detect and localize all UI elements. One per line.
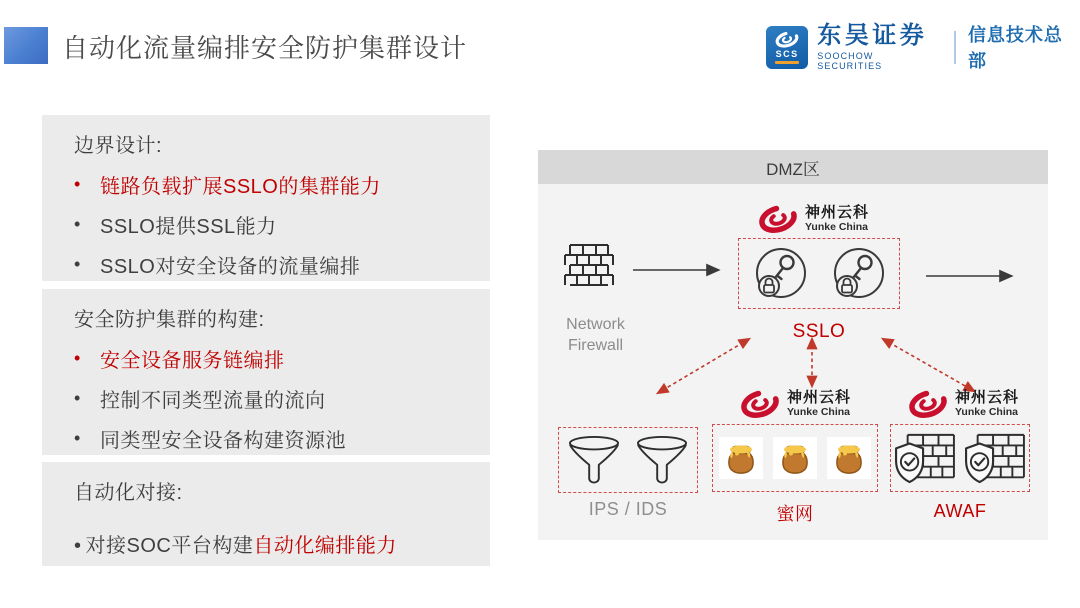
- yunke-name-cn: 神州云科: [787, 389, 852, 406]
- arrow-sslo-out: [924, 269, 1020, 283]
- ssl-key-icon: [830, 246, 886, 302]
- firewall-icon: [563, 240, 615, 292]
- dmz-zone-label: DMZ区: [766, 159, 820, 179]
- panel-border-design: [42, 115, 490, 281]
- honeypot-icon: [723, 440, 759, 476]
- brand-block: [766, 21, 1080, 73]
- yunke-name-en: Yunke China: [787, 406, 851, 418]
- logo-swirl-icon: [773, 30, 801, 49]
- yunke-swirl-icon: [906, 386, 950, 422]
- list-item: [74, 204, 470, 244]
- firewall-label-line2: Firewall: [567, 337, 624, 354]
- panel-cluster-build: [42, 289, 490, 455]
- bullet-dot: •: [74, 173, 81, 194]
- list-item: [74, 338, 470, 378]
- title-accent-square: [4, 27, 48, 64]
- yunke-name-cn: 神州云科: [805, 204, 870, 221]
- bullet-dot: •: [74, 387, 81, 408]
- list-item: [74, 164, 470, 204]
- awaf-box: [890, 424, 1030, 492]
- panel-heading: 边界设计:: [74, 135, 163, 157]
- ips-ids-label: IPS / IDS: [588, 499, 668, 519]
- ips-ids-box: [558, 427, 698, 493]
- panel-heading: 自动化对接:: [74, 482, 183, 504]
- honeypot-tile: [719, 437, 763, 479]
- honeypot-tile: [827, 437, 871, 479]
- waf-shield-wall-icon: [964, 431, 1026, 485]
- yunke-name-cn: 神州云科: [955, 389, 1020, 406]
- yunke-swirl-icon: [756, 201, 800, 237]
- arrow-sslo-honeynet: [804, 334, 820, 392]
- firewall-label: [538, 314, 653, 356]
- list-item-text: 同类型安全设备构建资源池: [100, 429, 346, 452]
- list-item-text: 安全设备服务链编排: [100, 349, 285, 372]
- list-item-text: 对接SOC平台构建: [85, 535, 254, 557]
- funnel-icon: [566, 435, 622, 485]
- brand-name-cn: 东吴证券: [817, 22, 928, 49]
- page-title: 自动化流量编排安全防护集群设计: [62, 33, 468, 63]
- ssl-key-icon: [752, 246, 808, 302]
- yunke-logo: [906, 386, 1019, 422]
- brand-names: [817, 23, 940, 71]
- yunke-name-en: Yunke China: [805, 221, 869, 233]
- dmz-zone-header: [538, 150, 1048, 184]
- honeypot-icon: [777, 440, 813, 476]
- yunke-logo: [756, 201, 869, 237]
- dmz-diagram: [538, 184, 1048, 540]
- honeypot-icon: [831, 440, 867, 476]
- awaf-label: AWAF: [933, 501, 987, 521]
- logo-orange-bar: [775, 61, 799, 64]
- list-item-highlight: 自动化编排能力: [253, 535, 397, 557]
- list-item-text: 控制不同类型流量的流向: [100, 389, 326, 412]
- list-item: [74, 378, 470, 418]
- bullet-dot: •: [74, 347, 81, 368]
- arrow-firewall-to-sslo: [631, 263, 727, 277]
- soochow-logo-icon: [766, 26, 808, 69]
- honeynet-box: [712, 424, 878, 492]
- bullet-dot: •: [74, 213, 81, 234]
- honeypot-tile: [773, 437, 817, 479]
- honeynet-label: 蜜网: [776, 504, 814, 524]
- waf-shield-wall-icon: [894, 431, 956, 485]
- bullet-dot: •: [74, 253, 81, 274]
- list-item: [74, 244, 470, 284]
- bullet-dot: •: [74, 427, 81, 448]
- yunke-swirl-icon: [738, 386, 782, 422]
- list-item-text: SSLO提供SSL能力: [100, 215, 277, 238]
- firewall-label-line1: Network: [566, 316, 625, 333]
- panel-automation: [42, 462, 490, 566]
- yunke-logo: [738, 386, 851, 422]
- sslo-label: SSLO: [792, 321, 846, 342]
- brand-department: 信息技术总部: [967, 25, 1063, 71]
- list-item-text: SSLO对安全设备的流量编排: [100, 255, 361, 278]
- bullet-dot: •: [74, 535, 82, 557]
- list-item: [74, 529, 470, 558]
- list-item: [74, 418, 470, 458]
- sslo-box: [738, 238, 900, 309]
- yunke-name-en: Yunke China: [955, 406, 1019, 418]
- logo-scs-text: SCS: [775, 49, 799, 59]
- brand-divider: [954, 31, 956, 64]
- panel-heading: 安全防护集群的构建:: [74, 309, 265, 331]
- list-item-text: 链路负载扩展SSLO的集群能力: [100, 175, 381, 198]
- brand-name-en: SOOCHOW SECURITIES: [817, 51, 883, 71]
- funnel-icon: [634, 435, 690, 485]
